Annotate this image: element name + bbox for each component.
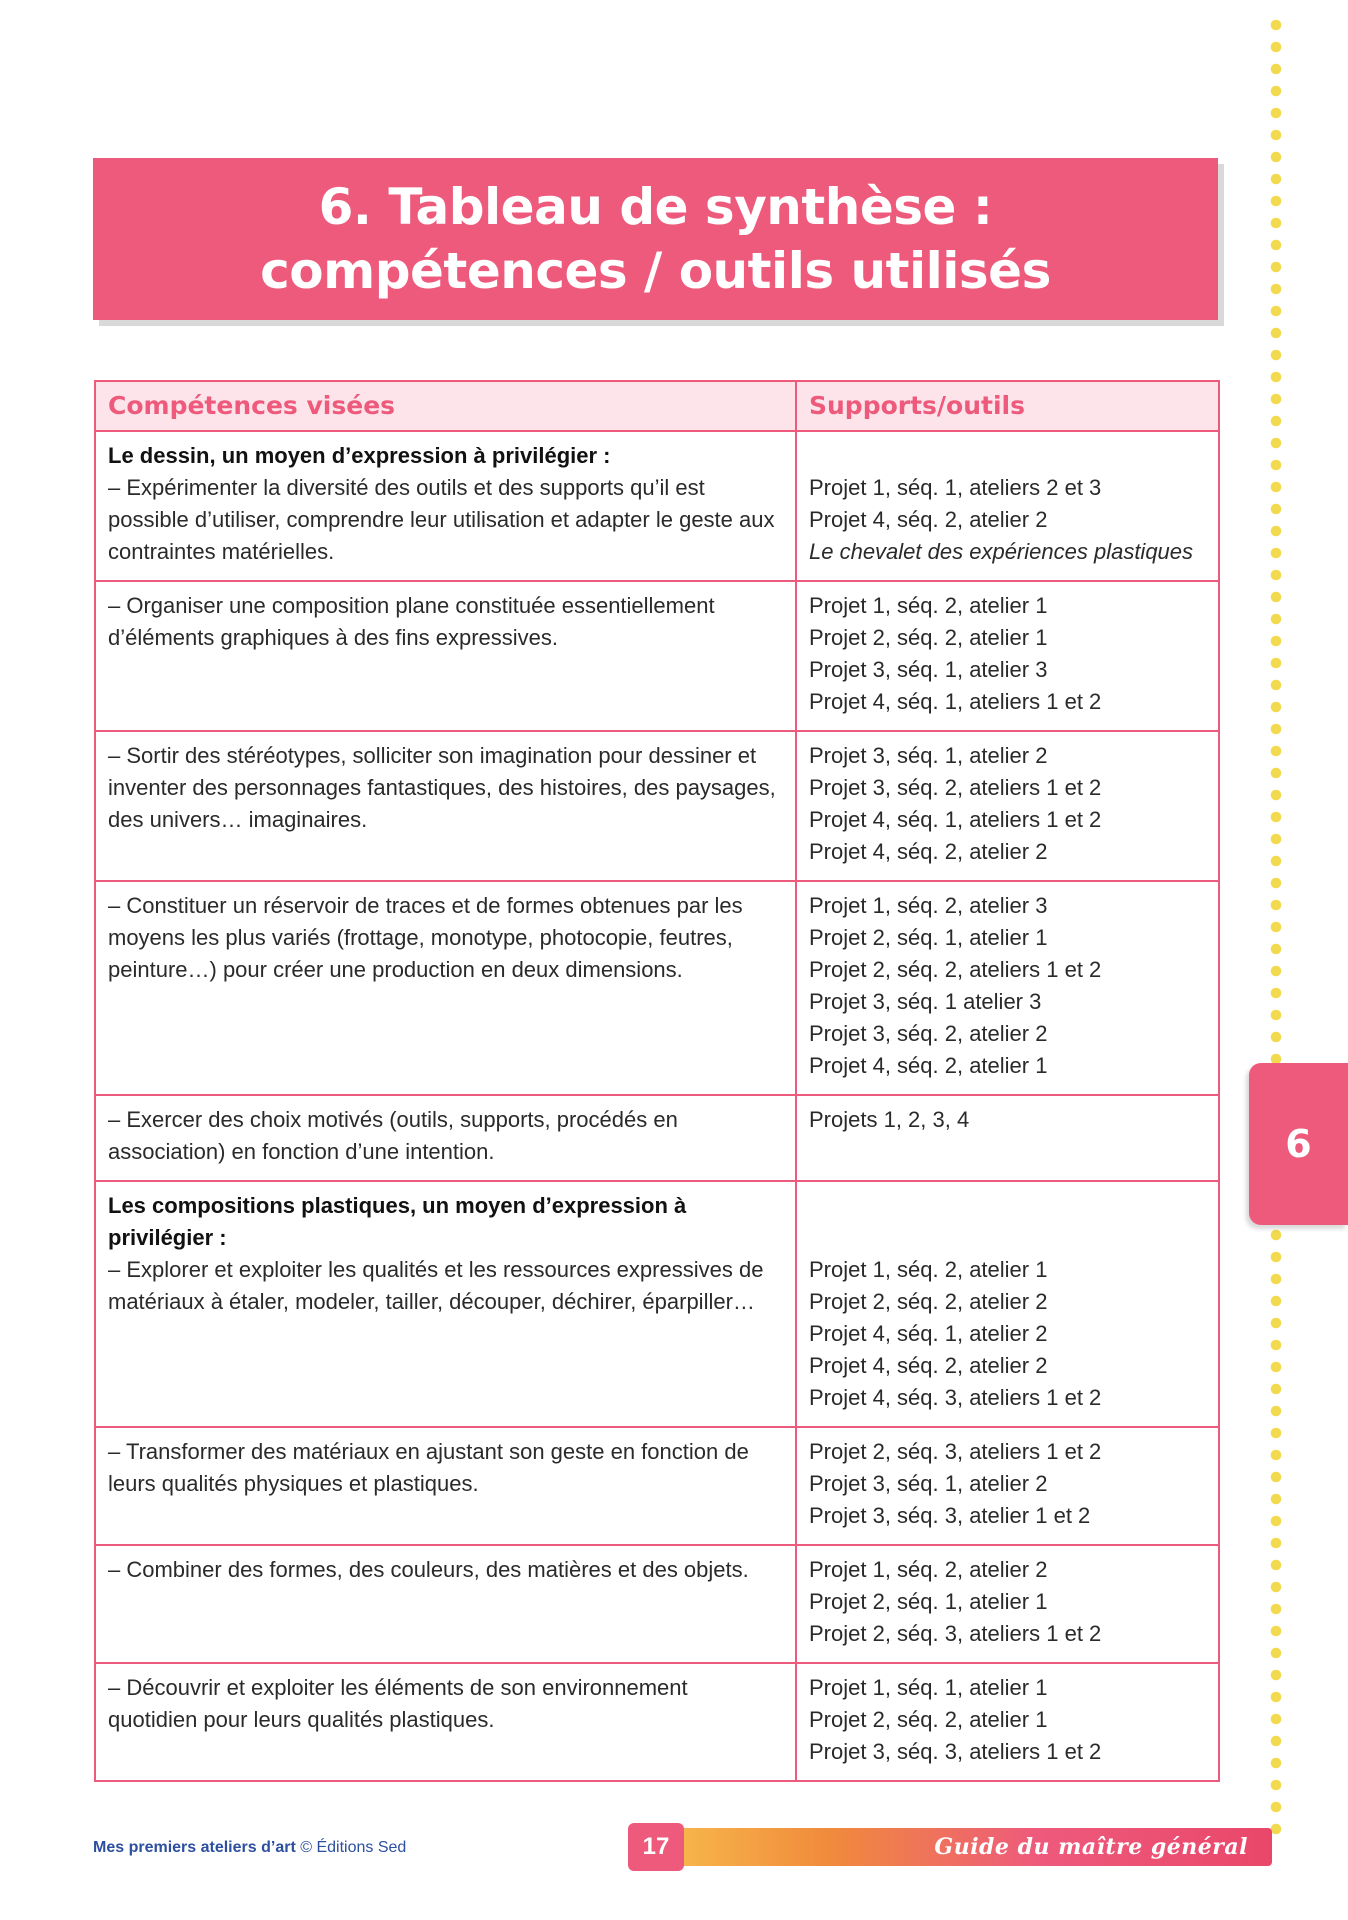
support-item: Projet 4, séq. 1, atelier 2 (809, 1321, 1048, 1346)
support-item: Projet 3, séq. 3, ateliers 1 et 2 (809, 1739, 1102, 1764)
support-item: Projet 3, séq. 2, ateliers 1 et 2 (809, 775, 1102, 800)
support-item: Projet 1, séq. 2, atelier 1 (809, 1257, 1048, 1282)
page-title-line-1: 6. Tableau de synthèse : (318, 178, 993, 236)
support-item: Projet 4, séq. 2, atelier 2 (809, 839, 1048, 864)
support-item: Projet 1, séq. 1, ateliers 2 et 3 (809, 475, 1102, 500)
support-item: Projet 2, séq. 1, atelier 1 (809, 1589, 1048, 1614)
column-header-supports: Supports/outils (796, 381, 1219, 431)
table-row (95, 581, 1219, 731)
support-item: Projet 4, séq. 2, atelier 2 (809, 1353, 1048, 1378)
supports-cell (796, 1181, 1219, 1427)
support-item: Projet 2, séq. 3, ateliers 1 et 2 (809, 1621, 1102, 1646)
competence-cell (95, 731, 796, 881)
support-item: Projet 4, séq. 2, atelier 1 (809, 1053, 1048, 1078)
table-row (95, 731, 1219, 881)
competence-text: – Explorer et exploiter les qualités et les ressources expressives de matériaux à étaler, modeler, tailler, découper, déchirer, éparpiller… (108, 1257, 764, 1314)
competence-text: – Combiner des formes, des couleurs, des matières et des objets. (108, 1557, 749, 1582)
competence-cell (95, 881, 796, 1095)
synthesis-table (94, 380, 1220, 1782)
competence-cell (95, 1663, 796, 1781)
table-row (95, 1181, 1219, 1427)
support-item: Projet 4, séq. 1, ateliers 1 et 2 (809, 807, 1102, 832)
support-item-italic: Le chevalet des expériences plastiques (809, 539, 1194, 564)
dotted-border (1270, 14, 1282, 1844)
competence-heading: Les compositions plastiques, un moyen d’expression à privilégier : (108, 1193, 687, 1250)
support-item: Projet 1, séq. 2, atelier 1 (809, 593, 1048, 618)
footer-guide-label: Guide du maître général (934, 1834, 1248, 1860)
support-item: Projet 2, séq. 2, ateliers 1 et 2 (809, 957, 1102, 982)
table-row (95, 1545, 1219, 1663)
support-item: Projet 4, séq. 3, ateliers 1 et 2 (809, 1385, 1102, 1410)
footer-publisher: © Éditions Sed (300, 1839, 407, 1856)
support-item: Projet 1, séq. 2, atelier 2 (809, 1557, 1048, 1582)
support-item: Projet 3, séq. 1, atelier 3 (809, 657, 1048, 682)
support-item: Projet 4, séq. 2, atelier 2 (809, 507, 1048, 532)
column-header-competences: Compétences visées (95, 381, 796, 431)
supports-cell (796, 1663, 1219, 1781)
table-row (95, 1095, 1219, 1181)
competence-text: – Transformer des matériaux en ajustant son geste en fonction de leurs qualités physiques et plastiques. (108, 1439, 749, 1496)
competence-text: – Découvrir et exploiter les éléments de son environnement quotidien pour leurs qualités plastiques. (108, 1675, 688, 1732)
table-row (95, 1663, 1219, 1781)
support-item: Projet 1, séq. 2, atelier 3 (809, 893, 1048, 918)
title-banner (93, 158, 1218, 320)
competence-cell (95, 581, 796, 731)
competence-text: – Constituer un réservoir de traces et de formes obtenues par les moyens les plus variés (frottage, monotype, photocopie, feutres, peinture…) pour créer une production en deux dimensions. (108, 893, 743, 982)
spacer (809, 1222, 1206, 1254)
competence-text: – Expérimenter la diversité des outils et des supports qu’il est possible d’utiliser, comprendre leur utilisation et adapter le geste aux contraintes matérielles. (108, 475, 775, 564)
supports-cell (796, 731, 1219, 881)
support-item: Projet 2, séq. 2, atelier 1 (809, 625, 1048, 650)
support-item: Projet 2, séq. 1, atelier 1 (809, 925, 1048, 950)
support-item: Projet 2, séq. 3, ateliers 1 et 2 (809, 1439, 1102, 1464)
competence-cell (95, 1095, 796, 1181)
table-header-row (95, 381, 1219, 431)
table-row (95, 1427, 1219, 1545)
supports-cell (796, 581, 1219, 731)
supports-cell (796, 1095, 1219, 1181)
footer-brand: Mes premiers ateliers d’art (93, 1839, 296, 1856)
supports-cell (796, 1545, 1219, 1663)
support-item: Projet 3, séq. 2, atelier 2 (809, 1021, 1048, 1046)
support-item: Projet 2, séq. 2, atelier 1 (809, 1707, 1048, 1732)
supports-cell (796, 1427, 1219, 1545)
support-item: Projet 3, séq. 1 atelier 3 (809, 989, 1042, 1014)
page-number: 17 (628, 1823, 684, 1871)
competence-text: – Exercer des choix motivés (outils, supports, procédés en association) en fonction d’une intention. (108, 1107, 678, 1164)
footer-band (684, 1828, 1272, 1866)
support-item: Projet 2, séq. 2, atelier 2 (809, 1289, 1048, 1314)
spacer (809, 1190, 1206, 1222)
competence-text: – Sortir des stéréotypes, solliciter son imagination pour dessiner et inventer des personnages fantastiques, des histoires, des paysages, des univers… imaginaires. (108, 743, 776, 832)
chapter-tab[interactable]: 6 (1249, 1063, 1348, 1225)
supports-cell (796, 881, 1219, 1095)
competence-cell (95, 1427, 796, 1545)
support-item: Projet 3, séq. 1, atelier 2 (809, 1471, 1048, 1496)
support-item: Projets 1, 2, 3, 4 (809, 1107, 970, 1132)
support-item: Projet 4, séq. 1, ateliers 1 et 2 (809, 689, 1102, 714)
competence-cell (95, 1545, 796, 1663)
support-item: Projet 3, séq. 3, atelier 1 et 2 (809, 1503, 1091, 1528)
competence-heading: Le dessin, un moyen d’expression à privilégier : (108, 443, 611, 468)
footer-credit (93, 1839, 406, 1857)
competence-cell (95, 431, 796, 581)
support-item: Projet 3, séq. 1, atelier 2 (809, 743, 1048, 768)
table-row (95, 431, 1219, 581)
competence-text: – Organiser une composition plane constituée essentiellement d’éléments graphiques à des fins expressives. (108, 593, 715, 650)
support-item: Projet 1, séq. 1, atelier 1 (809, 1675, 1048, 1700)
table-row (95, 881, 1219, 1095)
spacer (809, 440, 1206, 472)
page-title-line-2: compétences / outils utilisés (260, 242, 1051, 300)
competence-cell (95, 1181, 796, 1427)
supports-cell (796, 431, 1219, 581)
